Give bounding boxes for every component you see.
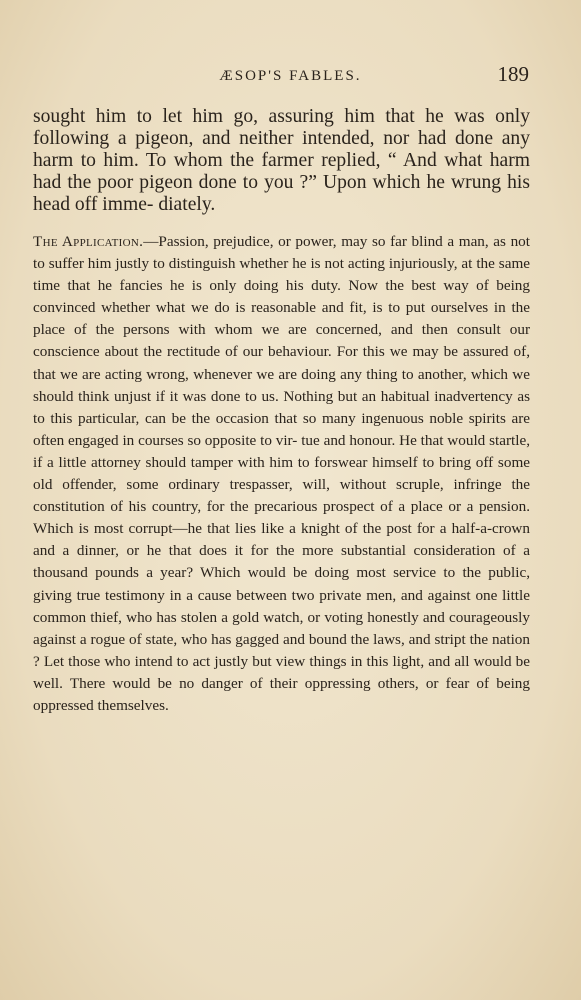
application-text: —Passion, prejudice, or power, may so far blind a man, as not to suffer him justly to distinguish whether he is not acting injuriously, at the same time that he fancies he is only doing his duty. Now the best way of being convinced whether what we do is reasonable and fit, is to put ourselves in the place of the persons with whom we are concerned, and then consult our conscience about the rectitude of our behaviour. For this we may be assured of, that we are acting wrong, whenever we are doing any thing to another, which we should think unjust if it was done to us. Nothing but an habitual inadvertency as to this particular, can be the occasion that so many ingenuous noble spirits are often engaged in courses so opposite to vir- tue and honour. He that would startle, if a little attorney should tamper with him to forswear himself to bring off some old offender, some ordinary trespasser, will, without scruple, infringe the constitution of his country, for the precarious prospect of a place or a pension. Which is most corrupt—he that lies like a knight of the post for a half-a-crown and a dinner, or he that does it for the more substantial consideration of a thousand pounds a year? Which would be doing most service to the public, giving true testimony in a cause between two private men, and against one little common thief, who has stolen a gold watch, or voting honestly and courageously against a rogue of state, who has gagged and bound the laws, and stript the nation ? Let those who intend to act justly but view things in this light, and all would be well. There would be no danger of their oppressing others, or fear of being oppressed themselves. <box>33 233 530 714</box>
fable-ending <box>33 106 530 216</box>
application-section <box>33 231 530 717</box>
page-header <box>0 62 581 92</box>
application-heading: The Application. <box>33 233 144 250</box>
running-title: ÆSOP'S FABLES. <box>219 68 362 84</box>
page-body <box>33 106 530 717</box>
page-number: 189 <box>497 62 529 86</box>
application-paragraph <box>33 231 530 717</box>
fable-paragraph: sought him to let him go, assuring him that he was only following a pigeon, and neither intended, nor had done any harm to him. To whom the farmer replied, “ And what harm had the poor pigeon done to you ?” Upon which he wrung his head off imme- diately. <box>33 106 530 215</box>
